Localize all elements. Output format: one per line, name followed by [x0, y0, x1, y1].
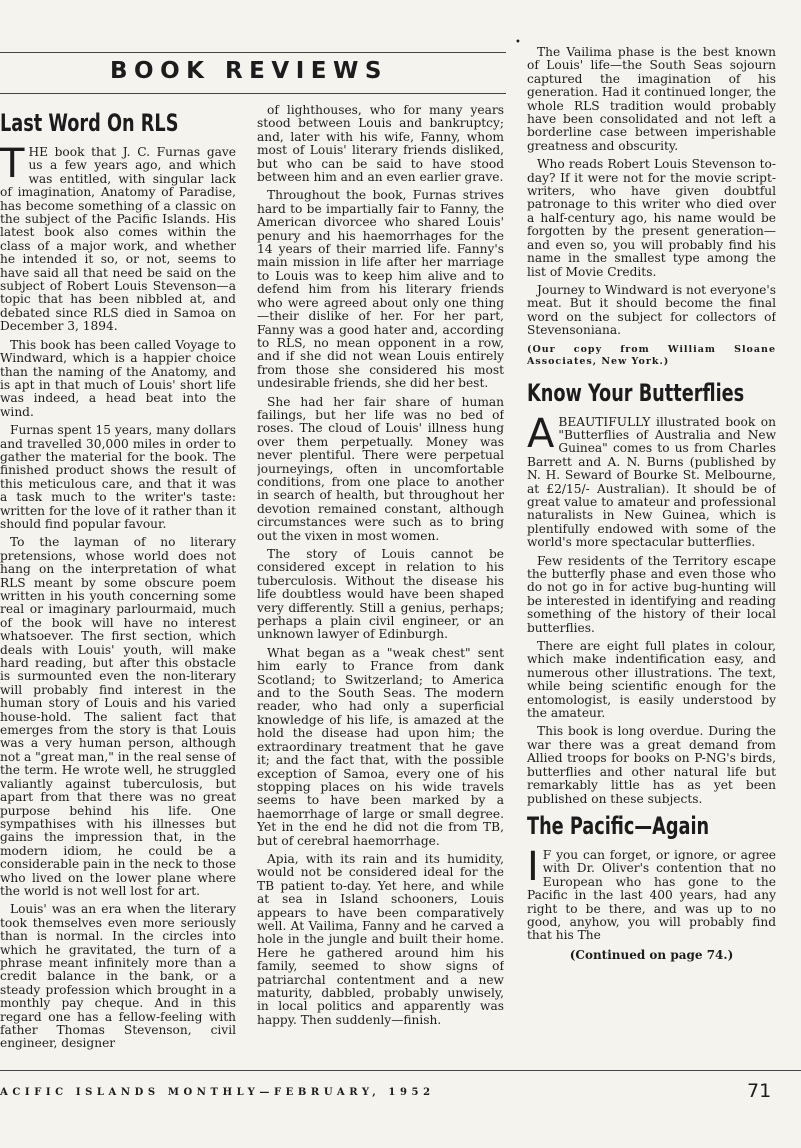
rls-paragraph-text: Journey to Windward is not everyone's meat. But it should become the final word on the subject for collectors of Stevensoniana. [527, 282, 776, 338]
rls-paragraph [257, 548, 504, 642]
rls-paragraph-text: Throughout the book, Furnas strives hard to be impartially fair to Fanny, the American divorcee who shared Louis' penury and his haemorrhages for the 14 years of their married life. Fanny's main mission in life after her marriage to Louis was to keep him alive and to defend him from his literary friends who were agreed about only one thing—their dislike of her. For her part, Fanny was a good hater and, according to RLS, no mean opponent in a row, and if she did not wean Louis entirely from those she considered his most undesirable friends, she did her best. [257, 188, 504, 391]
rls-paragraph-text: The Vailima phase is the best known of Louis' life—the South Seas sojourn captured the imagination of his generation. Had it continued longer, the whole RLS tradition would probably have been consolidated and not left a borderline case between imperishable greatness and obscurity. [527, 46, 776, 153]
rls-paragraph [257, 189, 504, 390]
rls-paragraph-text: HE book that J. C. Furnas gave us a few years ago, and which was entitled, with singular lack of imagination, Anatomy of Paradise, has become something of a classic on the subject of the Pacific Islands. His latest book also comes within the class of a major work, and whether he intended it so, or not, seems to have said all that need be said on the subject of Robert Louis Stevenson—a topic that has been nibbled at, and debated since RLS died in Samoa on December 3, 1894. [0, 145, 236, 334]
headline-rls: Last Word On RLS [0, 109, 179, 137]
section-title: BOOK REVIEWS [110, 58, 388, 84]
rls-paragraph-text: This book has been called Voyage to Windward, which is a happier choice than the naming of the Anatomy, and is apt in that much of Louis' short life was indeed, a head beat into the wind. [0, 337, 236, 419]
section-rule [0, 93, 506, 94]
rls-paragraph [527, 284, 776, 338]
headline-butterflies: Know Your Butterflies [527, 378, 745, 407]
butterflies-paragraph-text: This book is long overdue. During the war there was a great demand from Allied troops for books on P-NG's birds, butterflies and other natural life but remarkably little has as yet been published on these subjects. [527, 724, 776, 806]
rls-paragraph [0, 903, 236, 1050]
butterflies-paragraph [527, 555, 776, 635]
drop-cap: T [0, 141, 25, 187]
butterflies-paragraph-text: There are eight full plates in colour, which make indentification easy, and numerous other illustrations. The text, while being scientific enough for the entomologist, is easily understood by the amateur. [527, 639, 776, 721]
rls-paragraph-text: Furnas spent 15 years, many dollars and travelled 30,000 miles in order to gather the material for the book. The finished product shows the result of this meticulous care, and that it was a task much to the writer's taste: written for the love of it rather than it should find popular favour. [0, 423, 236, 531]
rls-paragraph [257, 853, 504, 1027]
column-1 [0, 104, 236, 1064]
butterflies-paragraph-text: BEAUTIFULLY illustrated book on "Butterflies of Australia and New Guinea" comes to us from Charles Barrett and A. N. Burns (published by N. H. Seward of Bourke St. Melbourne, at £2/15/- Australian). It should be of great value to amateur and professional naturalists in New Guinea, which is plentifully endowed with some of the world's more spectacular butterflies. [527, 414, 776, 550]
butterflies-paragraph [527, 725, 776, 805]
rls-paragraph-text: What began as a "weak chest" sent him early to France from dank Scotland; to Switzerland; to America and to the South Seas. The modern reader, who had only a superficial knowledge of his life, is amazed at the hold the disease had upon him; the extraordinary treatment that he gave it; and the fact that, with the possible exception of Samoa, every one of his stopping places on his wide travels seems to have been marked by a haemorrhage of large or small degree. Yet in the end he did not die from TB, but of cerebral haemorrhage. [257, 645, 504, 848]
rls-paragraph-text: Louis' was an era when the literary took themselves even more seriously than is normal. In the circles into which he gravitated, the turn of a phrase meant infinitely more than a credit balance in the bank, or a steady profession which brought in a monthly pay cheque. And in this regard one has a fellow-feeling with father Thomas Stevenson, civil engineer, designer [0, 902, 236, 1051]
butterflies-paragraph [527, 410, 776, 550]
drop-cap: A [527, 410, 555, 457]
magazine-page: • BOOK REVIEWS Last Word On RLS THE book that J. C. Furnas gave us a few years ago, and which was entitled, with singular lack of imagination, Anatomy of Paradise, has become something of a classic on the subject of the Pacific Islands. His latest book also comes within the class of a major work, and whether he intended it so, or not, seems to have said all that need be said on the subject of Robert Louis Stevenson—a topic that has been nibbled at, and debated since RLS died in Samoa on December 3, 1894. This book has been called Voyage to Windward, which is a happier choice than the naming of the Anatomy, and is apt in that much of Louis' short life was indeed, a head beat into the wind. Furnas spent 15 years, many dollars and travelled 30,000 miles in order to gather the material for the book. The finished product shows the result of this meticulous care, and that it was a task much to the writer's taste: written for the love of it rather than it should find popular favour. To the layman of no literary pretensions, whose world does not hang on the interpretation of what RLS meant by some obscure poem written in his youth concerning some real or imaginary parlourmaid, much of the book will have no interest whatsoever. The first section, which deals with Louis' youth, will make hard reading, but after this obstacle is surmounted even the non-literary will probably find interest in the human story of Louis and his varied house-hold. The salient fact that emerges from the story is that Louis was a very human person, although not a "great man," in the real sense of the term. He wrote well, he struggled valiantly against tuberculosis, but apart from that there was no great purpose behind his life. One sympathises with his illnesses but gains the impression that, in the modern idiom, he could be a considerable pain in the neck to those who lived on the lower plane where the world is not well lost for art. Louis' was an era when the literary took themselves even more seriously than is normal. In the circles into which he gravitated, the turn of a phrase meant infinitely more than a credit balance in the bank, or a steady profession which brought in a monthly pay cheque. And in this regard one has a fellow-feeling with father Thomas Stevenson, civil engineer, designer of lighthouses, who for many years stood between Louis and bankruptcy; and, later with his wife, Fanny, whom most of Louis' literary friends disliked, but who can be said to have stood between him and an even earlier grave. Throughout the book, Furnas strives hard to be impartially fair to Fanny, the American divorcee who shared Louis' penury and his haemorrhages for the 14 years of their married life. Fanny's main mission in life after her marriage to Louis was to keep him alive and to defend him from his literary friends who were agreed about only one thing—their dislike of her. For her part, Fanny was a good hater and, according to RLS, no mean opponent in a row, and if she did not wean Louis entirely from those she considered his most undesirable friends, she did her best. She had her fair share of human failings, but her life was no bed of roses. The cloud of Louis' illness hung over them perpetually. Money was never plentiful. There were perpetual journeyings, often in uncomfortable conditions, from one place to another in search of health, but throughout her devotion remained constant, although circumstances were such as to bring out the vixen in most women. The story of Louis cannot be considered except in relation to his tuberculosis. Without the disease his life doubtless would have been shaped very differently. Still a genius, perhaps; perhaps a plain civil engineer, or an unknown lawyer of Edinburgh. What began as a "weak chest" sent him early to France from dank Scotland; to Switzerland; to America and to the South Seas. The modern reader, who had only a superficial knowledge of his life, is amazed at the hold the disease had upon him; the extraordinary treatment that he gave it; and the fact that, with the possible exception of Samoa, every one of his stopping places on his wide travels seems to have been marked by a haemorrhage of large or small degree. Yet in the end he did not die from TB, but of cerebral haemorrhage. Apia, with its rain and its humidity, would not be considered ideal for the TB patient to-day. Yet here, and while at sea in Island schooners, Louis appears to have been comparatively well. At Vailima, Fanny and he carved a hole in the jungle and built their home. Here he gathered around him his family, seemed to show signs of patriarchal contentment and a new maturity, dabbled, probably unwisely, in local politics and apparently was happy. Then suddenly—finish. The Vailima phase is the best known of Louis' life—the South Seas sojourn captured the imagination of his generation. Had it continued longer, the whole RLS tradition would probably have been consolidated and not left a borderline case between imperishable greatness and obscurity. Who reads Robert Louis Stevenson to-day? If it were not for the movie script-writers, who have given doubtful patronage to this writer who died over a half-century ago, his name would be forgotten by the present generation—and even so, you will probably find his name in the smallest type among the list of Movie Credits. Journey to Windward is not everyone's meat. But it should become the final word on the subject for collectors of Stevensoniana. (Our copy from William Sloane Associates, New York.) Know Your Butterflies ABEAUTIFULLY illustrated book on "Butterflies of Australia and New Guinea" comes to us from Charles Barrett and A. N. Burns (published by N. H. Seward of Bourke St. Melbourne, at £2/15/- Australian). It should be of great value to amateur and professional naturalists in New Guinea, which is plentifully endowed with some of the world's more spectacular butterflies. Few residents of the Territory escape the butterfly phase and even those who do not go in for active bug-hunting will be interested in identifying and reading something of the history of their local butterflies. There are eight full plates in colour, which make indentification easy, and numerous other illustrations. The text, while being scientific enough for the entomologist, is easily understood by the amateur. This book is long overdue. During the war there was a great demand from Allied troops for books on P-NG's birds, butterflies and other natural life but remarkably little has as yet been published on these subjects. The Pacific—Again I F you can forget, or ignore, or agree with Dr. Oliver's contention that no European who has gone to the Pacific in the last 400 years, had any right to be there, and was up to no good, anyhow, you will probably find that his The (Continued on page 74.) ACIFIC ISLANDS MONTHLY—FEBRUARY, 1952 71 [0, 0, 801, 1148]
footer-publication: ACIFIC ISLANDS MONTHLY—FEBRUARY, 1952 [0, 1087, 435, 1098]
rls-paragraph [257, 396, 504, 543]
pacific-paragraph [527, 843, 776, 943]
rls-paragraph [0, 536, 236, 898]
rls-paragraph [0, 339, 236, 419]
rls-paragraph-text: The story of Louis cannot be considered except in relation to his tuberculosis. Without the disease his life doubtless would have been shaped very differently. Still a genius, perhaps; perhaps a plain civil engineer, or an unknown lawyer of Edinburgh. [257, 547, 504, 642]
rls-paragraph [527, 158, 776, 279]
review-credit: (Our copy from William Sloane Associates, New York.) [527, 343, 776, 367]
top-rule [0, 52, 506, 53]
rls-paragraph-text: Who reads Robert Louis Stevenson to-day? If it were not for the movie script-writers, who have given doubtful patronage to this writer who died over a half-century ago, his name would be forgotten by the present generation—and even so, you will probably find his name in the smallest type among the list of Movie Credits. [527, 157, 776, 279]
rls-paragraph-text: of lighthouses, who for many years stood between Louis and bankruptcy; and, later with his wife, Fanny, whom most of Louis' literary friends disliked, but who can be said to have stood between him and an even earlier grave. [257, 104, 504, 185]
rls-paragraph-text: To the layman of no literary pretensions, whose world does not hang on the interpretation of what RLS meant by some obscure poem written in his youth concerning some real or imaginary parlourmaid, much of the book will have no interest whatsoever. The first section, which deals with Louis' youth, will make hard reading, but after this obstacle is surmounted even the non-literary will probably find interest in the human story of Louis and his varied house-hold. The salient fact that emerges from the story is that Louis was a very human person, although not a "great man," in the real sense of the term. He wrote well, he struggled valiantly against tuberculosis, but apart from that there was no great purpose behind his life. One sympathises with his illnesses but gains the impression that, in the modern idiom, he could be a considerable pain in the neck to those who lived on the lower plane where the world is not well lost for art. [0, 535, 236, 898]
continued-note: (Continued on page 74.) [569, 947, 734, 962]
page-number: 71 [747, 1080, 772, 1102]
drop-cap: I [527, 843, 539, 890]
rls-paragraph [527, 46, 776, 153]
butterflies-paragraph-text: Few residents of the Territory escape the butterfly phase and even those who do not go in for active bug-hunting will be interested in identifying and reading something of the history of their local butterflies. [527, 553, 776, 635]
rls-paragraph-text: Apia, with its rain and its humidity, would not be considered ideal for the TB patient to-day. Yet here, and while at sea in Island schooners, Louis appears to have been comparatively well. At Vailima, Fanny and he carved a hole in the jungle and built their home. Here he gathered around him his family, seemed to show signs of patriarchal contentment and a new maturity, dabbled, probably unwisely, in local politics and apparently was happy. Then suddenly—finish. [257, 851, 504, 1027]
footer-rule [0, 1070, 801, 1071]
column-3 [527, 46, 776, 1064]
butterflies-paragraph [527, 640, 776, 720]
pacific-paragraph-text: F you can forget, or ignore, or agree with Dr. Oliver's contention that no European who has gone to the Pacific in the last 400 years, had any right to be there, and was up to no good, anyhow, you will probably find that his The [527, 847, 776, 943]
rls-paragraph [0, 141, 236, 334]
column-2 [257, 104, 504, 1064]
rls-paragraph [0, 424, 236, 531]
rls-paragraph [257, 104, 504, 184]
rls-paragraph-text: She had her fair share of human failings, but her life was no bed of roses. The cloud of Louis' illness hung over them perpetually. Money was never plentiful. There were perpetual journeyings, often in uncomfortable conditions, from one place to another in search of health, but throughout her devotion remained constant, although circumstances were such as to bring out the vixen in most women. [257, 394, 504, 543]
headline-pacific: The Pacific—Again [527, 811, 710, 840]
rls-paragraph [257, 647, 504, 848]
